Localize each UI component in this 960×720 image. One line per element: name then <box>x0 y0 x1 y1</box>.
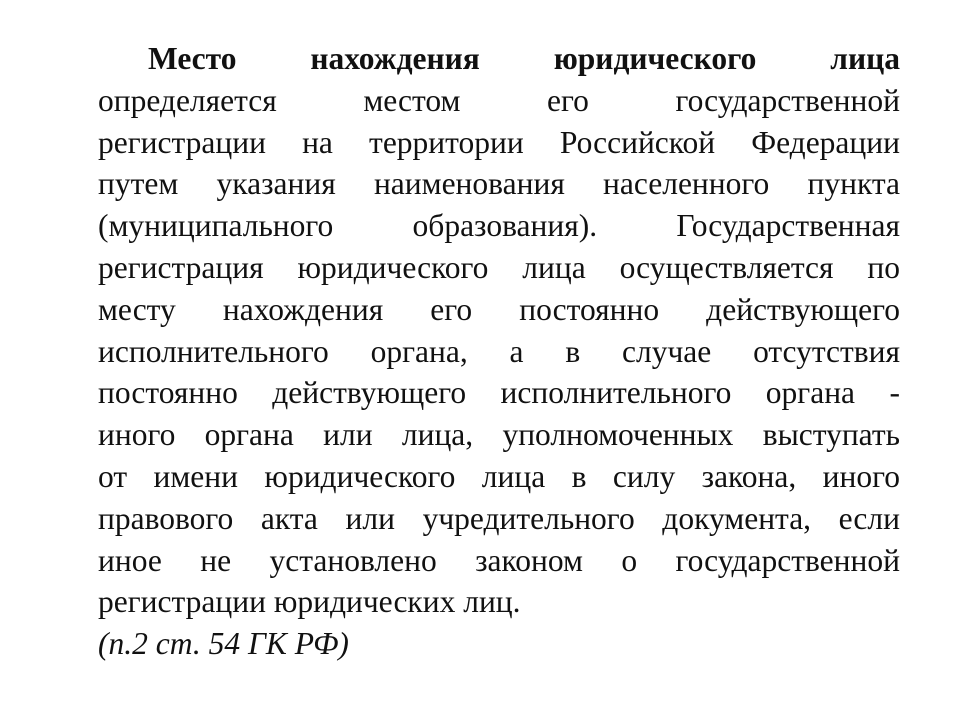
paragraph-line: регистрация юридического лица осуществляется по <box>98 249 900 285</box>
legal-citation: (п.2 ст. 54 ГК РФ) <box>98 626 349 662</box>
paragraph-line-last: регистрации юридических лиц. <box>98 584 521 620</box>
paragraph-line: правового акта или учредительного документа, если <box>98 500 900 536</box>
paragraph-line: регистрации на территории Российской Федерации <box>98 124 900 160</box>
paragraph-line: от имени юридического лица в силу закона, иного <box>98 458 900 494</box>
paragraph-line: месту нахождения его постоянно действующего <box>98 291 900 327</box>
paragraph-line: исполнительного органа, а в случае отсутствия <box>98 333 900 369</box>
paragraph-line: путем указания наименования населенного пункта <box>98 166 900 202</box>
paragraph-line: постоянно действующего исполнительного органа - <box>98 375 900 411</box>
legal-text-block <box>98 38 900 665</box>
paragraph-line: иного органа или лица, уполномоченных выступать <box>98 417 900 453</box>
paragraph-line: (муниципального образования). Государственная <box>98 208 900 244</box>
paragraph-line: определяется местом его государственной <box>98 82 900 118</box>
paragraph-lead-bold: Место нахождения юридического лица <box>148 41 900 76</box>
paragraph-line: иное не установлено законом о государственной <box>98 542 900 578</box>
